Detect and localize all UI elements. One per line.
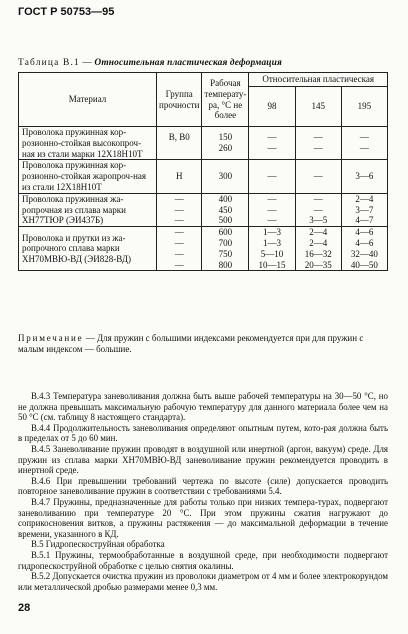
temp-value: 150 <box>218 132 233 143</box>
page-number: 28 <box>18 602 31 614</box>
deform-145-cell <box>295 127 341 160</box>
table-label: Таблица В.1 <box>18 58 80 68</box>
group-cell <box>157 160 202 193</box>
deform-98-cell <box>249 160 295 193</box>
temp-cell <box>202 160 249 193</box>
material-cell: Проволока и прутки из жа-ропрочного сплава марки ХН70МВЮ-ВД (ЭИ828-ВД) <box>19 227 157 271</box>
temp-value: 500 <box>218 215 233 226</box>
deform-145-cell <box>295 227 341 271</box>
temp-cell <box>202 193 249 226</box>
deform-value: 2—4 <box>309 237 328 248</box>
group-cell <box>157 193 202 226</box>
group-cell <box>157 227 202 271</box>
deform-value: — <box>313 171 323 182</box>
temp-value: 300 <box>218 171 233 182</box>
table-caption <box>18 58 282 68</box>
group-value <box>160 143 198 154</box>
temp-value: 700 <box>218 237 233 248</box>
deform-145-cell <box>295 160 341 193</box>
deform-value: 16—32 <box>304 248 332 259</box>
deform-195-cell <box>341 127 387 160</box>
deform-value: 3—6 <box>355 171 374 182</box>
deform-value: 10—15 <box>258 259 286 270</box>
header-material: Материал <box>19 73 157 127</box>
group-value: — <box>174 237 184 248</box>
deform-value: — <box>313 132 323 143</box>
deform-value: — <box>313 193 323 204</box>
deform-value: — <box>267 171 277 182</box>
deform-value: — <box>359 143 369 154</box>
header-col-98: 98 <box>249 87 295 127</box>
deform-98-cell <box>249 193 295 226</box>
paragraph-b-4-4: В.4.4 Продолжительность заневоливания определяют опытным путем, кото-рая должна быть в пределах от 5 до 60 мин. <box>18 422 388 444</box>
temp-cell <box>202 127 249 160</box>
table-row <box>19 127 388 160</box>
group-value: — <box>174 215 184 226</box>
paragraph-b-4-6: В.4.6 При превышении требований чертежа по высоте (силе) допускается проводить повторное заневоливание пружин в соответствии с требованиями 5.4. <box>18 475 388 497</box>
deform-98-cell <box>249 127 295 160</box>
temp-value: 400 <box>218 193 233 204</box>
header-group: Группа прочности <box>157 73 202 127</box>
table-note <box>18 333 390 355</box>
group-value: — <box>174 259 184 270</box>
deform-value: — <box>267 204 277 215</box>
material-cell: Проволока пружинная кор-розионно-стойкая жаропроч-ная из стали 12Х18Н10Т <box>19 160 157 193</box>
temp-value: 260 <box>218 143 233 154</box>
material-cell: Проволока пружинная кор-розионно-стойкая высокопроч-ная из стали марки 12Х18Н10Т <box>19 127 157 160</box>
deform-98-cell <box>249 227 295 271</box>
deform-195-cell <box>341 160 387 193</box>
deform-value: 1—3 <box>262 227 281 238</box>
deform-195-cell <box>341 227 387 271</box>
group-value: — <box>174 227 184 238</box>
table-title: Относительная пластическая деформация <box>94 58 282 68</box>
standard-header: ГОСТ Р 50753—95 <box>18 6 115 18</box>
table-row <box>19 227 388 271</box>
group-value: — <box>174 204 184 215</box>
paragraph-b-4-5: В.4.5 Заневоливание пружин проводят в воздушной или инертной (аргон, вакуум) среде. Для пружин из сплава марки ХН70МВЮ-ВД заневоливание пружин рекомендуется проводить в инертной среде. <box>18 443 388 476</box>
deform-value: — <box>267 193 277 204</box>
group-value: — <box>174 193 184 204</box>
deform-value: 32—40 <box>350 248 378 259</box>
deform-value: 4—6 <box>355 237 374 248</box>
deform-value: 1—3 <box>262 237 281 248</box>
deform-value: — <box>359 132 369 143</box>
temp-cell <box>202 227 249 271</box>
deform-value: 20—35 <box>304 259 332 270</box>
header-temp: Рабочая температу-ра, °С не более <box>202 73 249 127</box>
group-value: Н <box>175 171 183 182</box>
body-text <box>18 391 388 592</box>
paragraph-b-5-2: В.5.2 Допускается очистка пружин из проволоки диаметром от 4 мм и более электрокорундом или металлической дробью размерами менее 0,3 мм. <box>18 571 388 592</box>
group-value: — <box>174 248 184 259</box>
group-value: В, В0 <box>168 132 190 143</box>
temp-value: 450 <box>218 204 233 215</box>
deform-value: 40—50 <box>350 259 378 270</box>
deform-value: 2—4 <box>355 193 374 204</box>
deform-value: — <box>313 204 323 215</box>
caption-dash: — <box>79 58 95 68</box>
deform-145-cell <box>295 193 341 226</box>
paragraph-b-4-7: В.4.7 Пружины, предназначенные для работы только при низких темпера-турах, подвергают заневоливанию при температуре 20 °С. При этом пружины сжатия нагружают до соприкосновения витков, а пружины растяжения — до максимальной деформации в течение времени, указанного в КД. <box>18 496 388 539</box>
paragraph-b-5-1: В.5.1 Пружины, термообработанные в воздушной среде, при необходимости подвергают гидропескоструйной обработке с целью снятия окалины. <box>18 549 388 571</box>
deformation-table <box>18 72 388 271</box>
temp-value: 600 <box>218 227 233 238</box>
group-cell <box>157 127 202 160</box>
deform-value: 5—10 <box>260 248 284 259</box>
header-col-145: 145 <box>295 87 341 127</box>
paragraph-b-4-3: В.4.3 Температура заневоливания должна быть выше рабочей температуры на 30—50 °С, но не должна превышать максимальную рабочую температуру для данного материала более чем на 50 °С (см. таблицу 8 настоящего стандарта). <box>18 391 388 423</box>
header-col-195: 195 <box>341 87 387 127</box>
temp-value: 800 <box>218 259 233 270</box>
deform-value: 4—7 <box>355 215 374 226</box>
section-heading-b-5: В.5 Гидропескоструйная обработка <box>31 539 165 550</box>
deform-value: 3—7 <box>355 204 374 215</box>
temp-value: 750 <box>218 248 233 259</box>
deform-value: — <box>313 143 323 154</box>
note-label: Примечание <box>18 333 84 343</box>
header-deformation: Относительная пластическая <box>249 73 388 87</box>
deform-value: — <box>267 132 277 143</box>
deform-value: 3—5 <box>309 215 328 226</box>
deform-value: — <box>267 143 277 154</box>
deform-value: — <box>267 215 277 226</box>
material-cell: Проволока пружинная жа-ропрочная из сплава марки ХН77ТЮР (ЭИ437Б) <box>19 193 157 226</box>
note-text: — Для пружин с большими индексами рекомендуется при для пружин с малым индексом — большие. <box>18 333 364 354</box>
deform-value: 2—4 <box>309 227 328 238</box>
deform-value: 4—6 <box>355 227 374 238</box>
deform-195-cell <box>341 193 387 226</box>
table-row <box>19 193 388 226</box>
table-row <box>19 160 388 193</box>
